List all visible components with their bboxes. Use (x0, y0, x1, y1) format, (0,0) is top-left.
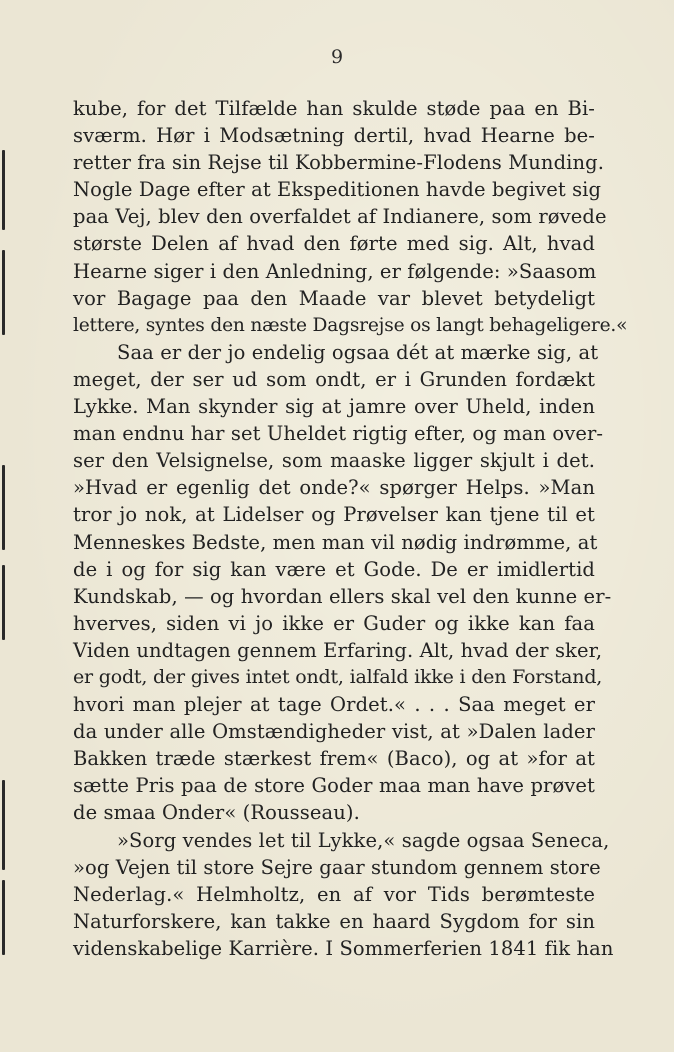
body-text (73, 95, 628, 962)
text-line: Nogle Dage efter at Ekspeditionen havde begivet sig (73, 178, 602, 202)
binding-edge-mark (2, 565, 5, 640)
binding-edge-mark (2, 465, 5, 550)
text-line: Menneskes Bedste, men man vil nødig indrømme, at (73, 530, 598, 554)
text-line: sværm. Hør i Modsætning dertil, hvad Hearne be- (73, 124, 595, 148)
text-line: Viden undtagen gennem Erfaring. Alt, hvad der sker, (73, 638, 603, 662)
text-line: kube, for det Tilfælde han skulde støde paa en Bi- (73, 97, 595, 120)
text-line: tror jo nok, at Lidelser og Prøvelser kan tjene til et (73, 503, 595, 527)
binding-edge-mark (2, 880, 5, 955)
text-line: paa Vej, blev den overfaldet af Indianere, som røvede (73, 205, 607, 229)
text-line: »Hvad er egenlig det onde?« spørger Helps. »Man (73, 476, 595, 500)
text-line: vor Bagage paa den Maade var blevet betydeligt (73, 286, 595, 310)
binding-edge-mark (2, 250, 5, 335)
text-line: de i og for sig kan være et Gode. De er imidlertid (73, 557, 595, 581)
text-line: de smaa Onder« (Rousseau). (73, 801, 360, 825)
text-line: ser den Velsignelse, som maaske ligger skjult i det. (73, 449, 595, 473)
text-line: retter fra sin Rejse til Kobbermine-Flodens Munding. (73, 151, 605, 175)
text-line: da under alle Omstændigheder vist, at »Dalen lader (73, 720, 595, 744)
page-number: 9 (330, 46, 344, 68)
text-line: meget, der ser ud som ondt, er i Grunden fordækt (73, 367, 595, 391)
text-line: videnskabelige Karrière. I Sommerferien 1841 fik han (73, 936, 614, 960)
text-line: Naturforskere, kan takke en haard Sygdom for sin (73, 909, 595, 933)
text-line: Saa er der jo endelig ogsaa dét at mærke sig, at (117, 340, 599, 364)
text-line: man endnu har set Uheldet rigtig efter, og man over- (73, 422, 604, 446)
text-line: lettere, syntes den næste Dagsrejse os langt behageligere.« (73, 314, 628, 336)
text-line: Nederlag.« Helmholtz, en af vor Tids berømteste (73, 882, 595, 906)
binding-edge-mark (2, 150, 5, 230)
text-line: »og Vejen til store Sejre gaar stundom gennem store (73, 855, 601, 879)
text-line: hvori man plejer at tage Ordet.« . . . Saa meget er (73, 693, 595, 717)
text-line: Bakken træde stærkest frem« (Baco), og at »for at (73, 747, 595, 771)
text-line: Kundskab, — og hvordan ellers skal vel den kunne er- (73, 584, 612, 608)
text-line: hverves, siden vi jo ikke er Guder og ikke kan faa (73, 611, 595, 635)
text-line: sætte Pris paa de store Goder maa man have prøvet (73, 774, 595, 798)
binding-edge-mark (2, 780, 5, 870)
text-line: er godt, der gives intet ondt, ialfald ikke i den Forstand, (73, 665, 603, 688)
text-line: Hearne siger i den Anledning, er følgende: »Saasom (73, 259, 597, 283)
text-line: Lykke. Man skynder sig at jamre over Uheld, inden (73, 395, 595, 419)
text-line: største Delen af hvad den førte med sig. Alt, hvad (73, 232, 595, 256)
text-line: »Sorg vendes let til Lykke,« sagde ogsaa Seneca, (117, 828, 610, 852)
